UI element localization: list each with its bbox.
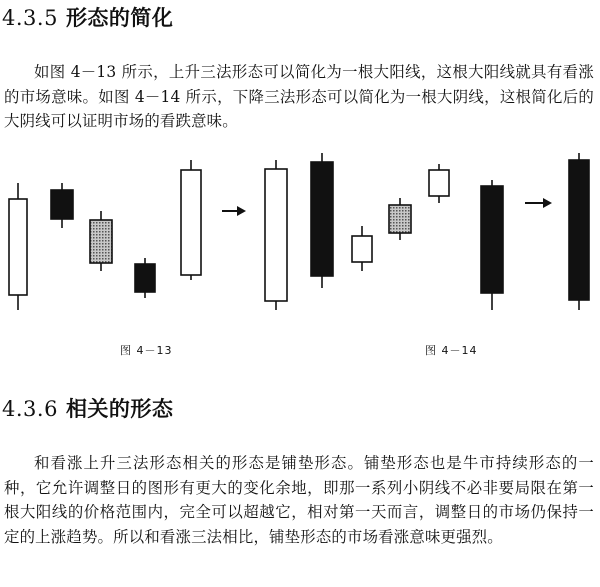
right-arrow-icon [222,206,246,216]
section-heading-4-3-6 [2,393,173,423]
figure-caption-4-13: 图 4－13 [120,344,173,357]
candle-black-small [51,183,73,228]
figure-4-13-rising-three-methods [9,160,287,310]
candle-gray-small [90,211,112,271]
candle-black-large [481,180,503,310]
section-paragraph-simplification: 如图 4－13 所示，上升三法形态可以简化为一根大阳线，这根大阳线就具有看涨的市场意味。如图 4－14 所示，下降三法形态可以简化为一根大阴线，这根简化后的大阴线可以证明市场的看跌意味。 [4,63,594,130]
section-title: 相关的形态 [65,397,174,421]
candle-black-small [135,258,155,298]
candle-white-large [9,183,27,310]
candle-gray-small [389,198,411,240]
section-number: 4.3.6 [2,397,58,421]
candle-black-combined [569,153,589,310]
candle-white-combined [265,160,287,310]
candle-white-large [181,160,201,280]
right-arrow-icon [525,198,552,208]
candle-white-small [352,226,372,271]
section-paragraph-related-patterns: 和看涨上升三法形态相关的形态是铺垫形态。铺垫形态也是牛市持续形态的一种，它允许调整日的图形有更大的变化余地，即那一系列小阴线不必非要局限在第一根大阳线的价格范围内，完全可以超越它，相对第一天而言，调整日的市场仍保持一定的上涨趋势。所以和看涨三法相比，铺垫形态的市场看涨意味更强烈。 [4,454,594,546]
figure-caption-4-14: 图 4－14 [425,344,478,357]
section-title: 形态的简化 [65,6,174,30]
figure-4-14-falling-three-methods [311,153,589,310]
section-number: 4.3.5 [2,6,58,30]
candle-black-large [311,153,333,288]
candle-white-small [429,164,449,203]
section-heading-4-3-5 [2,2,173,32]
candlestick-figures [0,150,600,365]
